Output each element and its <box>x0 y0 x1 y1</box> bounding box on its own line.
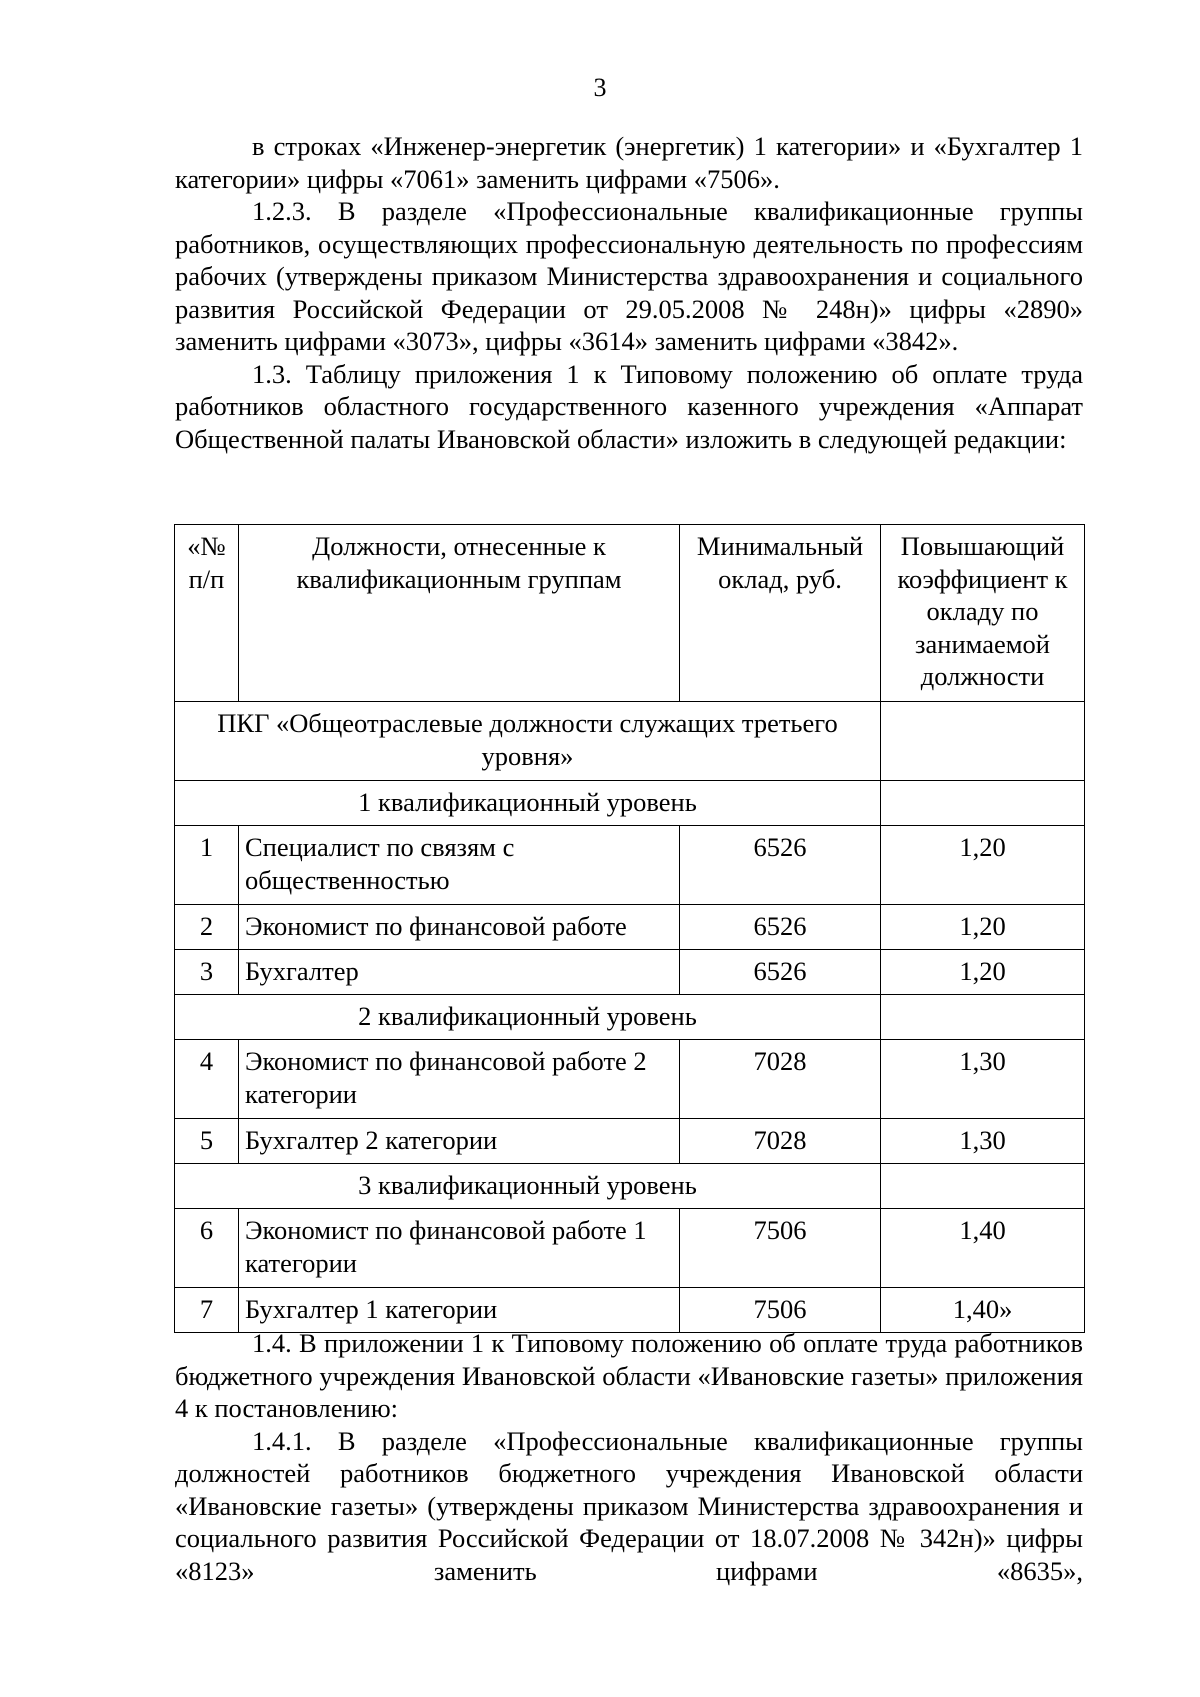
row-num: 7 <box>175 1288 239 1333</box>
paragraph-replace-engineer: в строках «Инженер-энергетик (энергетик) 1 категории» и «Бухгалтер 1 категории» цифры «7061» заменить цифрами «7506». <box>175 131 1083 194</box>
table-row <box>175 1040 1085 1119</box>
header-position: Должности, отнесенные к квалификационным группам <box>239 525 680 702</box>
table-header-row <box>175 525 1085 702</box>
level-row <box>175 1164 1085 1209</box>
page-number: 3 <box>593 73 607 102</box>
group-title-empty-cell <box>881 702 1085 781</box>
header-num: «№ п/п <box>175 525 239 702</box>
row-position: Специалист по связям с общественностью <box>239 826 680 905</box>
table-row <box>175 950 1085 995</box>
level-title: 3 квалификационный уровень <box>175 1164 881 1209</box>
row-num: 6 <box>175 1209 239 1288</box>
paragraph-1-4: 1.4. В приложении 1 к Типовому положению об оплате труда работников бюджетного учреждения Ивановской области «Ивановские газеты» приложения 4 к постановлению: <box>175 1328 1083 1423</box>
table-row <box>175 826 1085 905</box>
row-num: 2 <box>175 905 239 950</box>
row-coef: 1,40» <box>881 1288 1085 1333</box>
top-text <box>175 130 1083 455</box>
salary-table <box>174 524 1085 1333</box>
row-num: 4 <box>175 1040 239 1119</box>
table-row <box>175 1209 1085 1288</box>
row-coef: 1,30 <box>881 1040 1085 1119</box>
paragraph-1-4-1: 1.4.1. В разделе «Профессиональные квалификационные группы должностей работников бюджетного учреждения Ивановской области «Ивановские газеты» (утверждены приказом Министерства здравоохранения и социального развития Российской Федерации от 18.07.2008 № 342н)» цифры «8123» заменить цифрами «8635», <box>175 1425 1083 1586</box>
row-salary: 7028 <box>680 1040 881 1119</box>
table-row <box>175 905 1085 950</box>
row-num: 5 <box>175 1119 239 1164</box>
row-num: 3 <box>175 950 239 995</box>
level-title: 2 квалификационный уровень <box>175 995 881 1040</box>
group-title-row <box>175 702 1085 781</box>
row-num: 1 <box>175 826 239 905</box>
row-coef: 1,40 <box>881 1209 1085 1288</box>
row-position: Бухгалтер <box>239 950 680 995</box>
row-position: Экономист по финансовой работе 1 категории <box>239 1209 680 1288</box>
level-row <box>175 995 1085 1040</box>
table-row <box>175 1288 1085 1333</box>
paragraph-1-3: 1.3. Таблицу приложения 1 к Типовому положению об оплате труда работников областного государственного казенного учреждения «Аппарат Общественной палаты Ивановской области» изложить в следующей редакции: <box>175 358 1083 454</box>
row-coef: 1,20 <box>881 826 1085 905</box>
header-salary: Минимальный оклад, руб. <box>680 525 881 702</box>
row-salary: 7028 <box>680 1119 881 1164</box>
row-salary: 6526 <box>680 905 881 950</box>
level-row <box>175 781 1085 826</box>
row-position: Экономист по финансовой работе <box>239 905 680 950</box>
table-row <box>175 1119 1085 1164</box>
header-coef: Повышающий коэффициент к окладу по занимаемой должности <box>881 525 1085 702</box>
row-position: Экономист по финансовой работе 2 категории <box>239 1040 680 1119</box>
row-coef: 1,20 <box>881 950 1085 995</box>
bottom-text <box>175 1327 1083 1587</box>
row-position: Бухгалтер 1 категории <box>239 1288 680 1333</box>
paragraph-1-2-3: 1.2.3. В разделе «Профессиональные квалификационные группы работников, осуществляющих профессиональную деятельность по профессиям рабочих (утверждены приказом Министерства здравоохранения и социального развития Российской Федерации от 29.05.2008 № 248н)» цифры «2890» заменить цифрами «3073», цифры «3614» заменить цифрами «3842». <box>175 196 1083 356</box>
row-coef: 1,30 <box>881 1119 1085 1164</box>
level-empty-cell <box>881 781 1085 826</box>
row-salary: 6526 <box>680 950 881 995</box>
row-coef: 1,20 <box>881 905 1085 950</box>
row-position: Бухгалтер 2 категории <box>239 1119 680 1164</box>
row-salary: 6526 <box>680 826 881 905</box>
level-empty-cell <box>881 995 1085 1040</box>
level-empty-cell <box>881 1164 1085 1209</box>
row-salary: 7506 <box>680 1209 881 1288</box>
row-salary: 7506 <box>680 1288 881 1333</box>
group-title: ПКГ «Общеотраслевые должности служащих третьего уровня» <box>175 702 881 781</box>
level-title: 1 квалификационный уровень <box>175 781 881 826</box>
